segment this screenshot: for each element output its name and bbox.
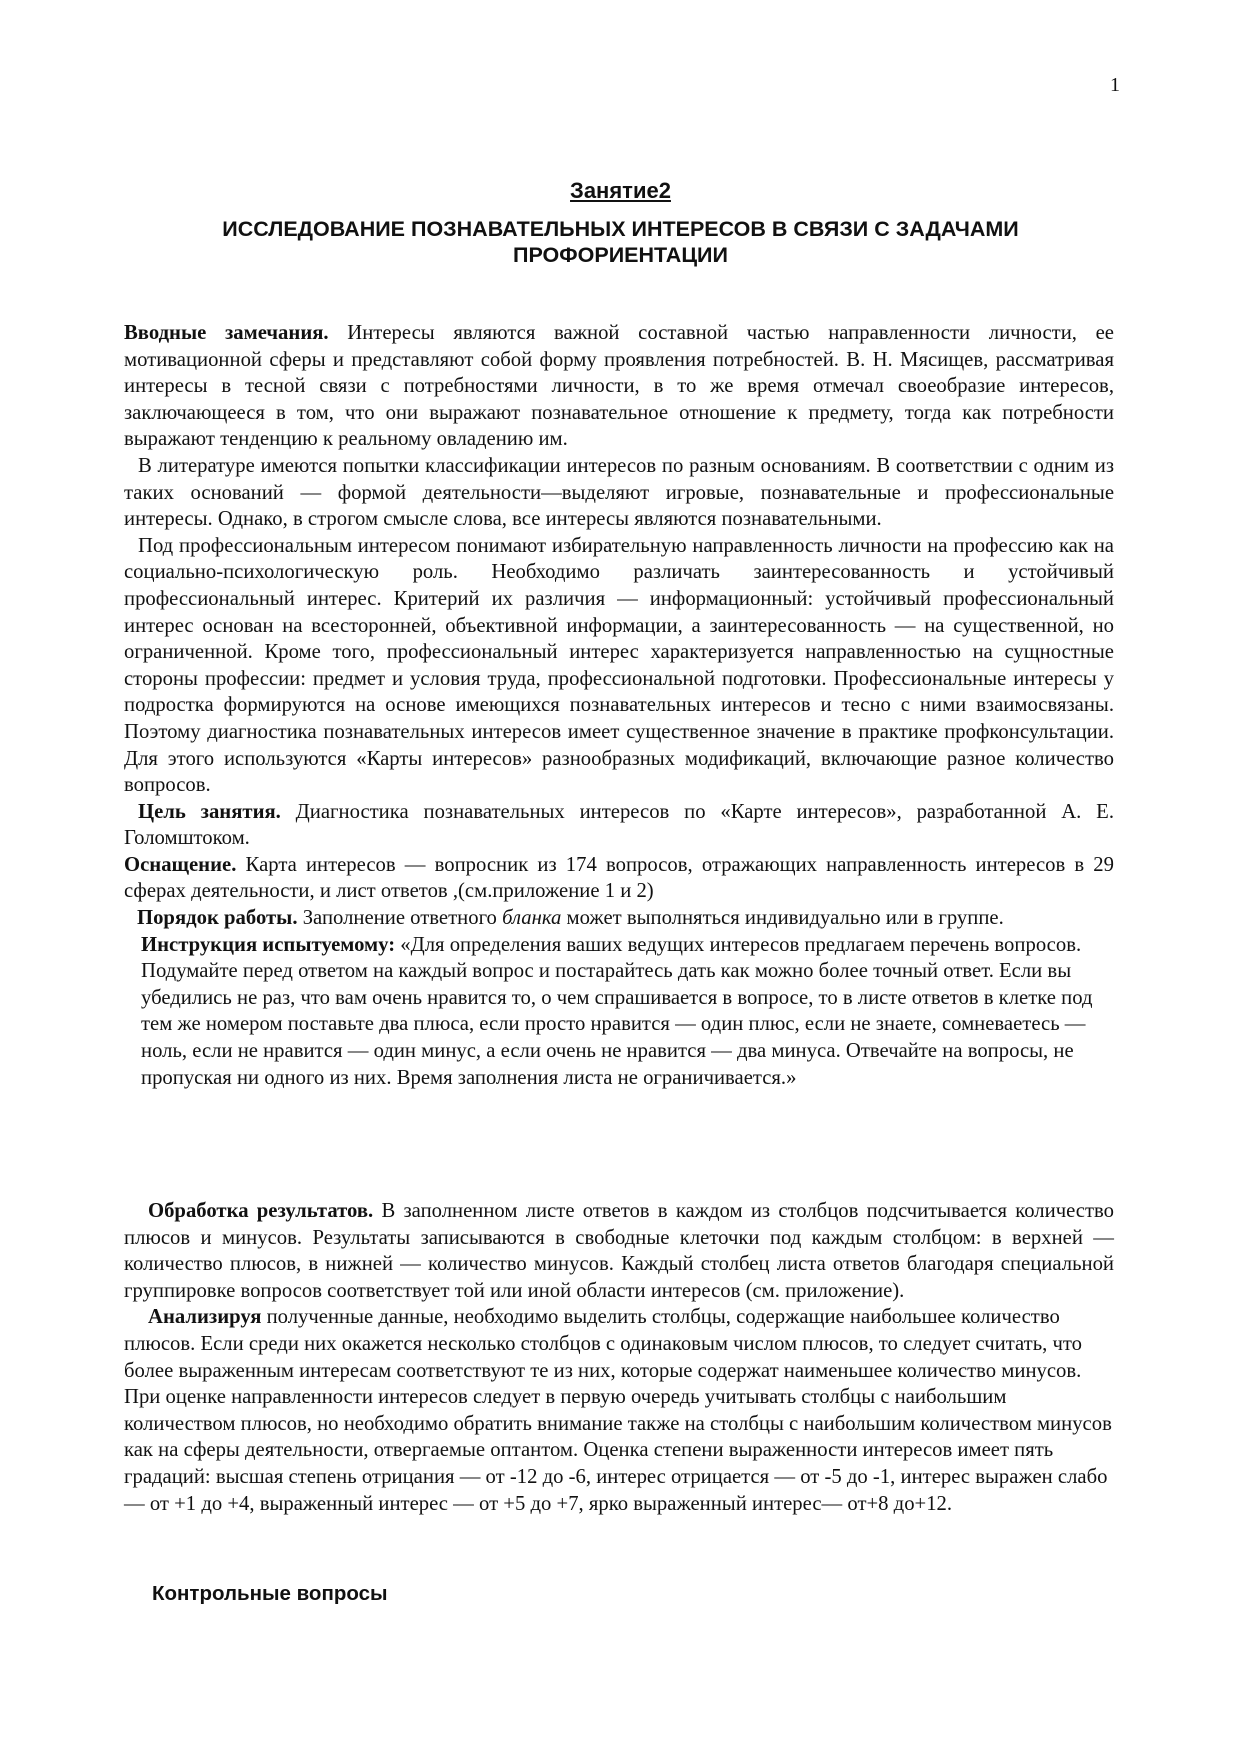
analysis-paragraph [124,1304,1114,1517]
analysis-text: полученные данные, необходимо выделить столбцы, содержащие наибольшее количество плюсов. Если среди них окажется несколько столбцов с одинаковым числом плюсов, то следует считать, что более выраженным интересам соответствуют те из них, которые содержат наименьшее количество минусов. При оценке направленности интересов следует в первую очередь учитывать столбцы с наибольшим количеством плюсов, но необходимо обратить внимание также на столбцы с наибольшим количеством минусов как на сферы деятельности, отвергаемые оптантом. Оценка степени выраженности интересов имеет пять градаций: высшая степень отрицания — от -12 до -6, интерес отрицается — от -5 до -1, интерес выражен слабо — от +1 до +4, выраженный интерес — от +5 до +7, ярко выраженный интерес— от+8 до+12. [124,1306,1112,1515]
main-title: ИССЛЕДОВАНИЕ ПОЗНАВАТЕЛЬНЫХ ИНТЕРЕСОВ В СВЯЗИ С ЗАДАЧАМИ ПРОФОРИЕНТАЦИИ [222,217,1019,267]
procedure-italic: бланка [502,907,562,930]
text-block-results [124,1198,1114,1517]
equipment-text: Карта интересов — вопросник из 174 вопросов, отражающих направленность интересов в 29 сферах деятельности, и лист ответов ,(см.приложение 1 и 2) [124,853,1114,903]
text-block-intro [124,320,1114,1091]
intro-paragraph [124,320,1114,453]
processing-label: Обработка результатов. [148,1200,374,1222]
processing-text: В заполненном листе ответов в каждом из столбцов подсчитывается количество плюсов и минусов. Результаты записываются в свободные клеточки под каждым столбцом: в верхней — количество плюсов, в нижней — количество минусов. Каждый столбец листа ответов благодаря специальной группировке вопросов соответствует той или иной области интересов (см. приложение). [124,1200,1114,1302]
intro-text: Интересы являются важной составной частью направленности личности, ее мотивационной сферы и представляют собой форму проявления потребностей. В. Н. Мясищев, рассматривая интересы в тесной связи с потребностями личности, в то же время отмечал своеобразие интересов, заключающееся в том, что они выражают познавательное отношение к предмету, тогда как потребности выражают тенденцию к реальному овладению им. [124,322,1114,451]
professional-paragraph: Под профессиональным интересом понимают избирательную направленность личности на профессию как на социально-психологическую роль. Необходимо различать заинтересованность и устойчивый профессиональный интерес. Критерий их различия — информационный: устойчивый профессиональный интерес основан на всесторонней, объективной информации, а заинтересованность — на существенной, но ограниченной. Кроме того, профессиональный интерес характеризуется направленностью на сущностные стороны профессии: предмет и условия труда, профессиональной подготовки. Профессиональные интересы у подростка формируются на основе имеющихся познавательных интересов и тесно с ними взаимосвязаны. Поэтому диагностика познавательных интересов имеет существенное значение в практике профконсультации. Для этого используются «Карты интересов» разнообразных модификаций, включающие разное количество вопросов. [124,534,1114,797]
control-questions-heading: Контрольные вопросы [152,1582,388,1605]
page-number: 1 [1110,74,1120,96]
instruction-text: «Для определения ваших ведущих интересов предлагаем перечень вопросов. Подумайте перед ответом на каждый вопрос и постарайтесь дать как можно более точный ответ. Если вы убедились не раз, что вам очень нравится то, о чем спрашивается в вопросе, то в листе ответов в клетке под тем же номером поставьте два плюса, если просто нравится — один плюс, если не знаете, сомневаетесь — ноль, если не нравится — один минус, а если очень не нравится — два минуса. Отвечайте на вопросы, не пропуская ни одного из них. Время заполнения листа не ограничивается.» [141,933,1093,1089]
analysis-label: Анализируя [148,1306,262,1329]
processing-paragraph [124,1198,1114,1304]
procedure-label: Порядок работы. [137,907,298,930]
lesson-title: Занятие2 [570,178,671,203]
goal-paragraph [124,799,1114,852]
intro-label: Вводные замечания. [124,322,329,344]
instruction-paragraph [124,932,1114,1092]
instruction-label: Инструкция испытуемому: [141,933,396,956]
equipment-paragraph [124,852,1114,905]
goal-label: Цель занятия. [138,800,281,823]
equipment-label: Оснащение. [124,853,237,876]
procedure-paragraph: Порядок работы. Заполнение ответного бланка может выполняться индивидуально или в группе. [137,907,1004,930]
goal-text: Диагностика познавательных интересов по «Карте интересов», разработанной А. Е. Голомштоком. [124,800,1114,850]
literature-paragraph: В литературе имеются попытки классификации интересов по разным основаниям. В соответствии с одним из таких оснований — формой деятельности—выделяют игровые, познавательные и профессиональные интересы. Однако, в строгом смысле слова, все интересы являются познавательными. [124,454,1114,531]
